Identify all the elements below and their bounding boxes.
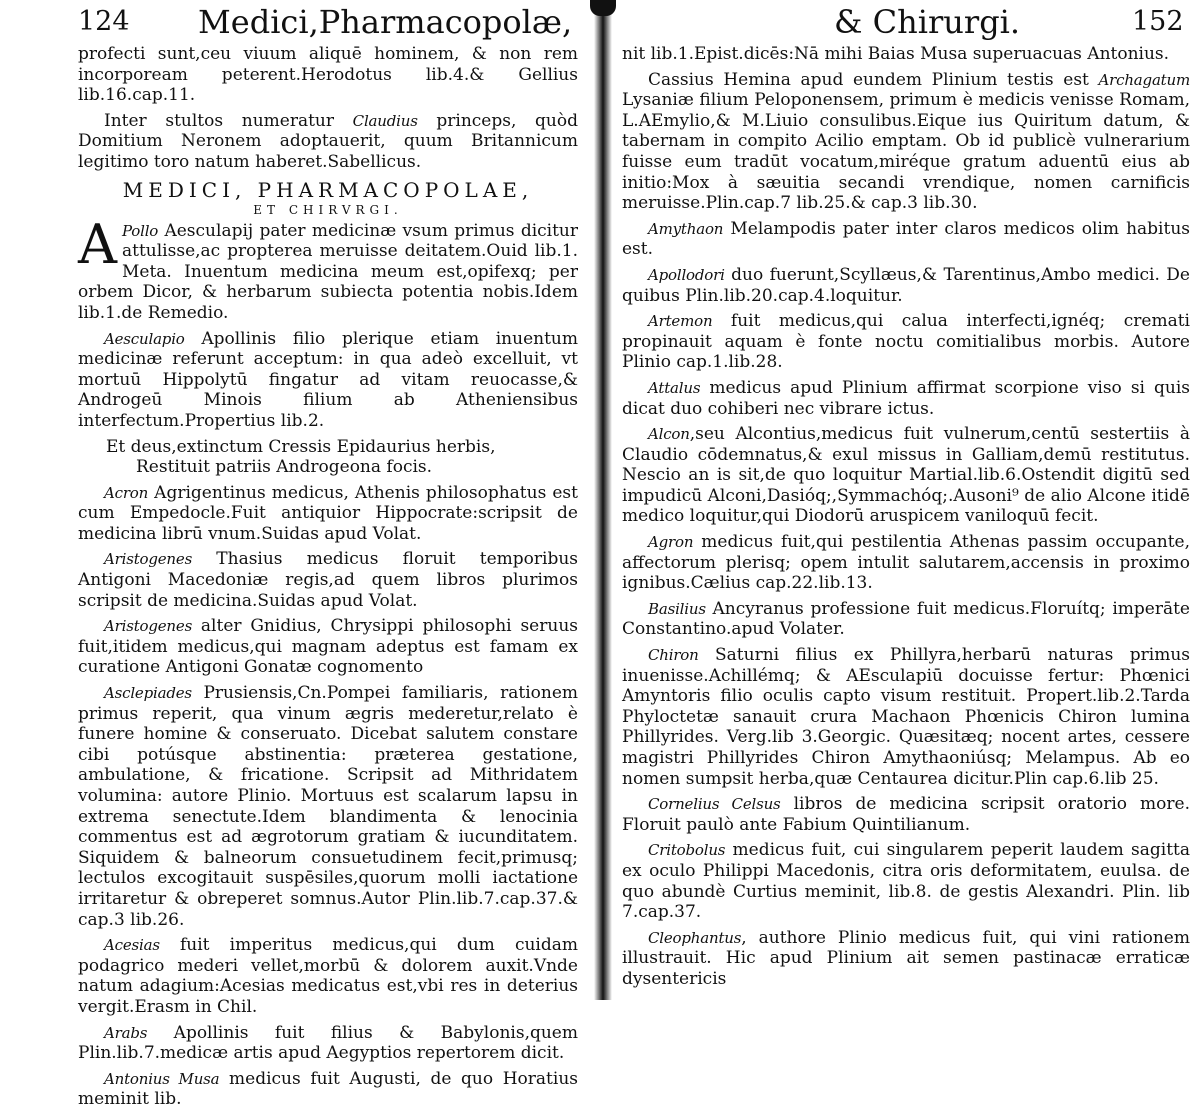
text-run: alter Gnidius, Chrysippi philosophi seruus fuit,itidem medicus,qui magnam adeptus est famam ex curatione Antigoni Gonatæ cognomento <box>78 616 578 678</box>
entry-paragraph <box>78 483 578 545</box>
paragraph-claudius <box>78 111 578 173</box>
entry-name: Arabs <box>104 1023 148 1042</box>
entry-paragraph <box>622 645 1190 789</box>
entry-name: Critobolus <box>648 841 726 860</box>
entry-name: Aristogenes <box>104 617 193 636</box>
verse-line: Et deus,extinctum Cressis Epidaurius herbis, <box>106 436 496 457</box>
entry-name: Asclepiades <box>104 684 192 703</box>
text-run: Apollinis fuit filius & Babylonis,quem Plin.lib.7.medicæ artis apud Aegyptios repertorem dicit. <box>78 1022 578 1064</box>
right-entries <box>622 70 1190 990</box>
entry-name: Claudius <box>352 111 418 130</box>
text-run: fuit medicus,qui calua interfecti,ignéq; cremati propinauit aquam è fonte noctu comitialibus morbis. Autore Plinio cap.1.lib.28. <box>622 311 1190 373</box>
right-page-header <box>614 0 1202 44</box>
entry-name: Apollodori <box>648 265 725 284</box>
text-run: Inter stultos numeratur <box>104 110 353 131</box>
entry-name: Cornelius Celsus <box>648 795 781 814</box>
verse-line: Restituit patriis Androgeona focis. <box>136 457 433 478</box>
text-run: Lysaniæ filium Peloponensem, primum è medicis venisse Romam, L.AEmylio,& M.Liuio consulibus.Eique ius Quiritum datum, & tabernam in compito Acilio emptam. Ob id publicè vulnerarium fuisse eum tradūt vocatum,miréque gratum aduentū eius ab initio:Mox à sæuitia secandi vrendique, nomen carnificis meruisse.Plin.cap.7 lib.25.& cap.3 lib.30. <box>622 90 1190 214</box>
left-running-head: Medici,Pharmacopolæ, <box>198 3 573 41</box>
left-page-header <box>0 0 592 44</box>
book-gutter-top <box>590 0 616 16</box>
continuation-text: profecti sunt,ceu viuum aliquē hominem, & non rem incorpoream peterent.Herodotus lib.4.& Gellius lib.16.cap.11. <box>78 44 578 106</box>
entry-paragraph <box>622 928 1190 990</box>
entry-name: Alcon <box>648 425 690 444</box>
entry-paragraph <box>78 1069 578 1110</box>
entry-paragraph <box>622 311 1190 373</box>
text-run: Cassius Hemina apud eundem Plinium testis est <box>648 69 1099 90</box>
entry-paragraph <box>78 683 578 930</box>
entry-name: Aesculapio <box>104 329 185 348</box>
left-page-number: 124 <box>78 6 130 37</box>
text-run: Aesculapij pater medicinæ vsum primus dicitur attulisse,ac propterea meruisse deitatem.Ouid lib.1. Meta. Inuentum medicina meum est,opifexq; per orbem Dicor, & herbarum subiecta potentia nobis.Idem lib.1.de Remedio. <box>78 220 578 323</box>
entry-name: Antonius Musa <box>104 1069 220 1088</box>
entry-paragraph <box>622 794 1190 835</box>
entry-paragraph <box>622 840 1190 922</box>
entry-name: Cleophantus <box>648 928 742 947</box>
entry-name: Agron <box>648 533 694 552</box>
entry-paragraph <box>622 424 1190 527</box>
text-run: medicus fuit,qui pestilentia Athenas passim occupante, affectorum plerisq; opem intulit salutarem,accensis in proximo ignibus.Cælius cap.22.lib.13. <box>622 532 1190 594</box>
entry-name: Aristogenes <box>104 550 193 569</box>
text-run: Saturni filius ex Phillyra,herbarū naturas primus inuenisse.Achillémq; & AEsculapiū docuisse fertur: Phœnici Amyntoris filio oculis capto visum restituit. Propert.lib.2.Tarda Phyloctetæ sanauit crura Machaon Phœnicis Chiron lumina Phillyrides. Verg.lib 3.Georgic. Quæsitæq; nocent artes, cessere magistri Phillyrides Chiron Amythaoniúsq; Melampus. Ab eo nomen sumpsit herba,quæ Centaurea dicitur.Plin cap.6.lib 25. <box>622 645 1190 789</box>
text-run: Prusiensis,Cn.Pompei familiaris, rationem primus reperit, qua vinum ægris mederetur,relato è funere homine & conseruato. Dicebat salutem constare cibi potúsque abstinentia: præterea gestatione, ambulatione, & fricatione. Scripsit ad Mithridatem volumina: autore Plinio. Mortuus est scalarum lapsu in extrema senectute.Idem blandimenta & lenocinia commentus est ad ægrotorum gratiam & iucunditatem. Siquidem & balneorum consuetudinem fecit,primusq; lectulos excogitauit suspēsiles,quorum molli iactatione irritaretur & obreperet somnus.Autor Plin.lib.7.cap.37.& cap.3 lib.26. <box>78 683 578 930</box>
entry-name: Acron <box>104 483 149 502</box>
entry-paragraph <box>622 219 1190 260</box>
entry-name: Chiron <box>648 646 699 665</box>
drop-cap: A <box>78 212 117 276</box>
entry-name: Attalus <box>648 378 701 397</box>
entry-paragraph <box>622 70 1190 214</box>
left-page <box>0 0 592 1110</box>
text-run: duo fuerunt,Scyllæus,& Tarentinus,Ambo medici. De quibus Plin.lib.20.cap.4.loquitur. <box>622 264 1190 306</box>
text-run: princeps, quòd Domitium Neronem adoptauerit, quum Britannicum legitimo toro natum haberet.Sabellicus. <box>78 110 578 172</box>
text-run: medicus fuit Augusti, de quo Horatius meminit lib. <box>78 1068 578 1110</box>
continuation-text: nit lib.1.Epist.dicēs:Nā mihi Baias Musa superuacuas Antonius. <box>622 44 1170 64</box>
right-page <box>614 0 1202 1000</box>
entry-paragraph <box>622 378 1190 419</box>
text-run: medicus fuit, cui singularem peperit laudem sagitta ex oculo Philippi Macedonis, citra oris deformitatem, euulsa. de quo abundè Curtius meminit, lib.8. de gestis Alexandri. Plin. lib 7.cap.37. <box>622 840 1190 923</box>
text-run: Ancyranus professione fuit medicus.Floruítq; imperāte Constantino.apud Volater. <box>622 598 1190 640</box>
entry-paragraph <box>78 549 578 611</box>
left-entries <box>78 329 578 432</box>
entry-paragraph <box>622 532 1190 594</box>
entry-paragraph <box>78 329 578 432</box>
text-run: Melampodis pater inter claros medicos olim habitus est. <box>622 218 1190 260</box>
entry-paragraph <box>78 1023 578 1064</box>
section-title: MEDICI, PHARMACOPOLAE, <box>122 177 534 202</box>
entry-name: Artemon <box>648 312 713 331</box>
entry-paragraph <box>622 599 1190 640</box>
entry-name: Acesias <box>104 936 160 955</box>
entry-paragraph <box>78 616 578 678</box>
text-run: ,seu Alcontius,medicus fuit vulnerum,centū sestertiis à Claudio cōdemnatus,& exul missus in Galliam,demū restitutus. Nescio an is sit,de quo loquitur Martial.lib.6.Ostendit digitū sed impudicū Alconi,Dasióq;,Symmachóq;.Ausoni⁹ de alio Alcone itidē medico loquitur,qui Diodorū aruspicem vaniloquū fecit. <box>622 424 1190 527</box>
right-running-head: & Chirurgi. <box>834 3 1021 41</box>
entry-name: Amythaon <box>648 219 724 238</box>
entry-name: Basilius <box>648 599 706 618</box>
left-page-text <box>78 44 578 1115</box>
entry-name: Archagatum <box>1098 70 1190 89</box>
text-run: medicus apud Plinium affirmat scorpione viso si quis dicat duo cohiberi nec vibrare ictus. <box>622 377 1190 419</box>
right-page-text <box>622 44 1190 995</box>
book-gutter <box>594 0 612 1000</box>
entry-name: Pollo <box>122 221 159 240</box>
text-run: libros de medicina scripsit oratorio more. Floruit paulò ante Fabium Quintilianum. <box>622 794 1190 835</box>
paragraph-apollo <box>78 212 578 324</box>
text-run: Agrigentinus medicus, Athenis philosophatus est cum Empedocle.Fuit antiquior Hippocrate:scripsit de medicina librū vnum.Suidas apud Volat. <box>78 482 578 544</box>
entry-paragraph <box>622 265 1190 306</box>
left-entries-continued <box>78 483 578 1110</box>
text-run: Apollinis filio plerique etiam inuentum medicinæ referunt acceptum: in qua adeò excelluit, vt mortuū Hippolytū fingatur ad vitam reuocasse,& Androgeū Minois filium ab Atheniensibus interfectum.Propertius lib.2. <box>78 328 578 431</box>
text-run: , authore Plinio medicus fuit, qui vini rationem illustrauit. Hic apud Plinium ait semen pastinacæ erraticæ dysentericis <box>622 927 1190 989</box>
text-run: fuit imperitus medicus,qui dum cuidam podagrico mederi vellet,morbū & dolorem auxit.Vnde natum adagium:Acesias medicatus est,vbi res in deterius vergit.Erasm in Chil. <box>78 935 578 1017</box>
right-page-number: 152 <box>1132 6 1184 37</box>
entry-paragraph <box>78 935 578 1017</box>
section-subtitle: ET CHIRVRGI. <box>253 202 403 217</box>
text-run: Thasius medicus floruit temporibus Antigoni Macedoniæ regis,ad quem libros plurimos scripsit de medicina.Suidas apud Volat. <box>78 549 578 611</box>
